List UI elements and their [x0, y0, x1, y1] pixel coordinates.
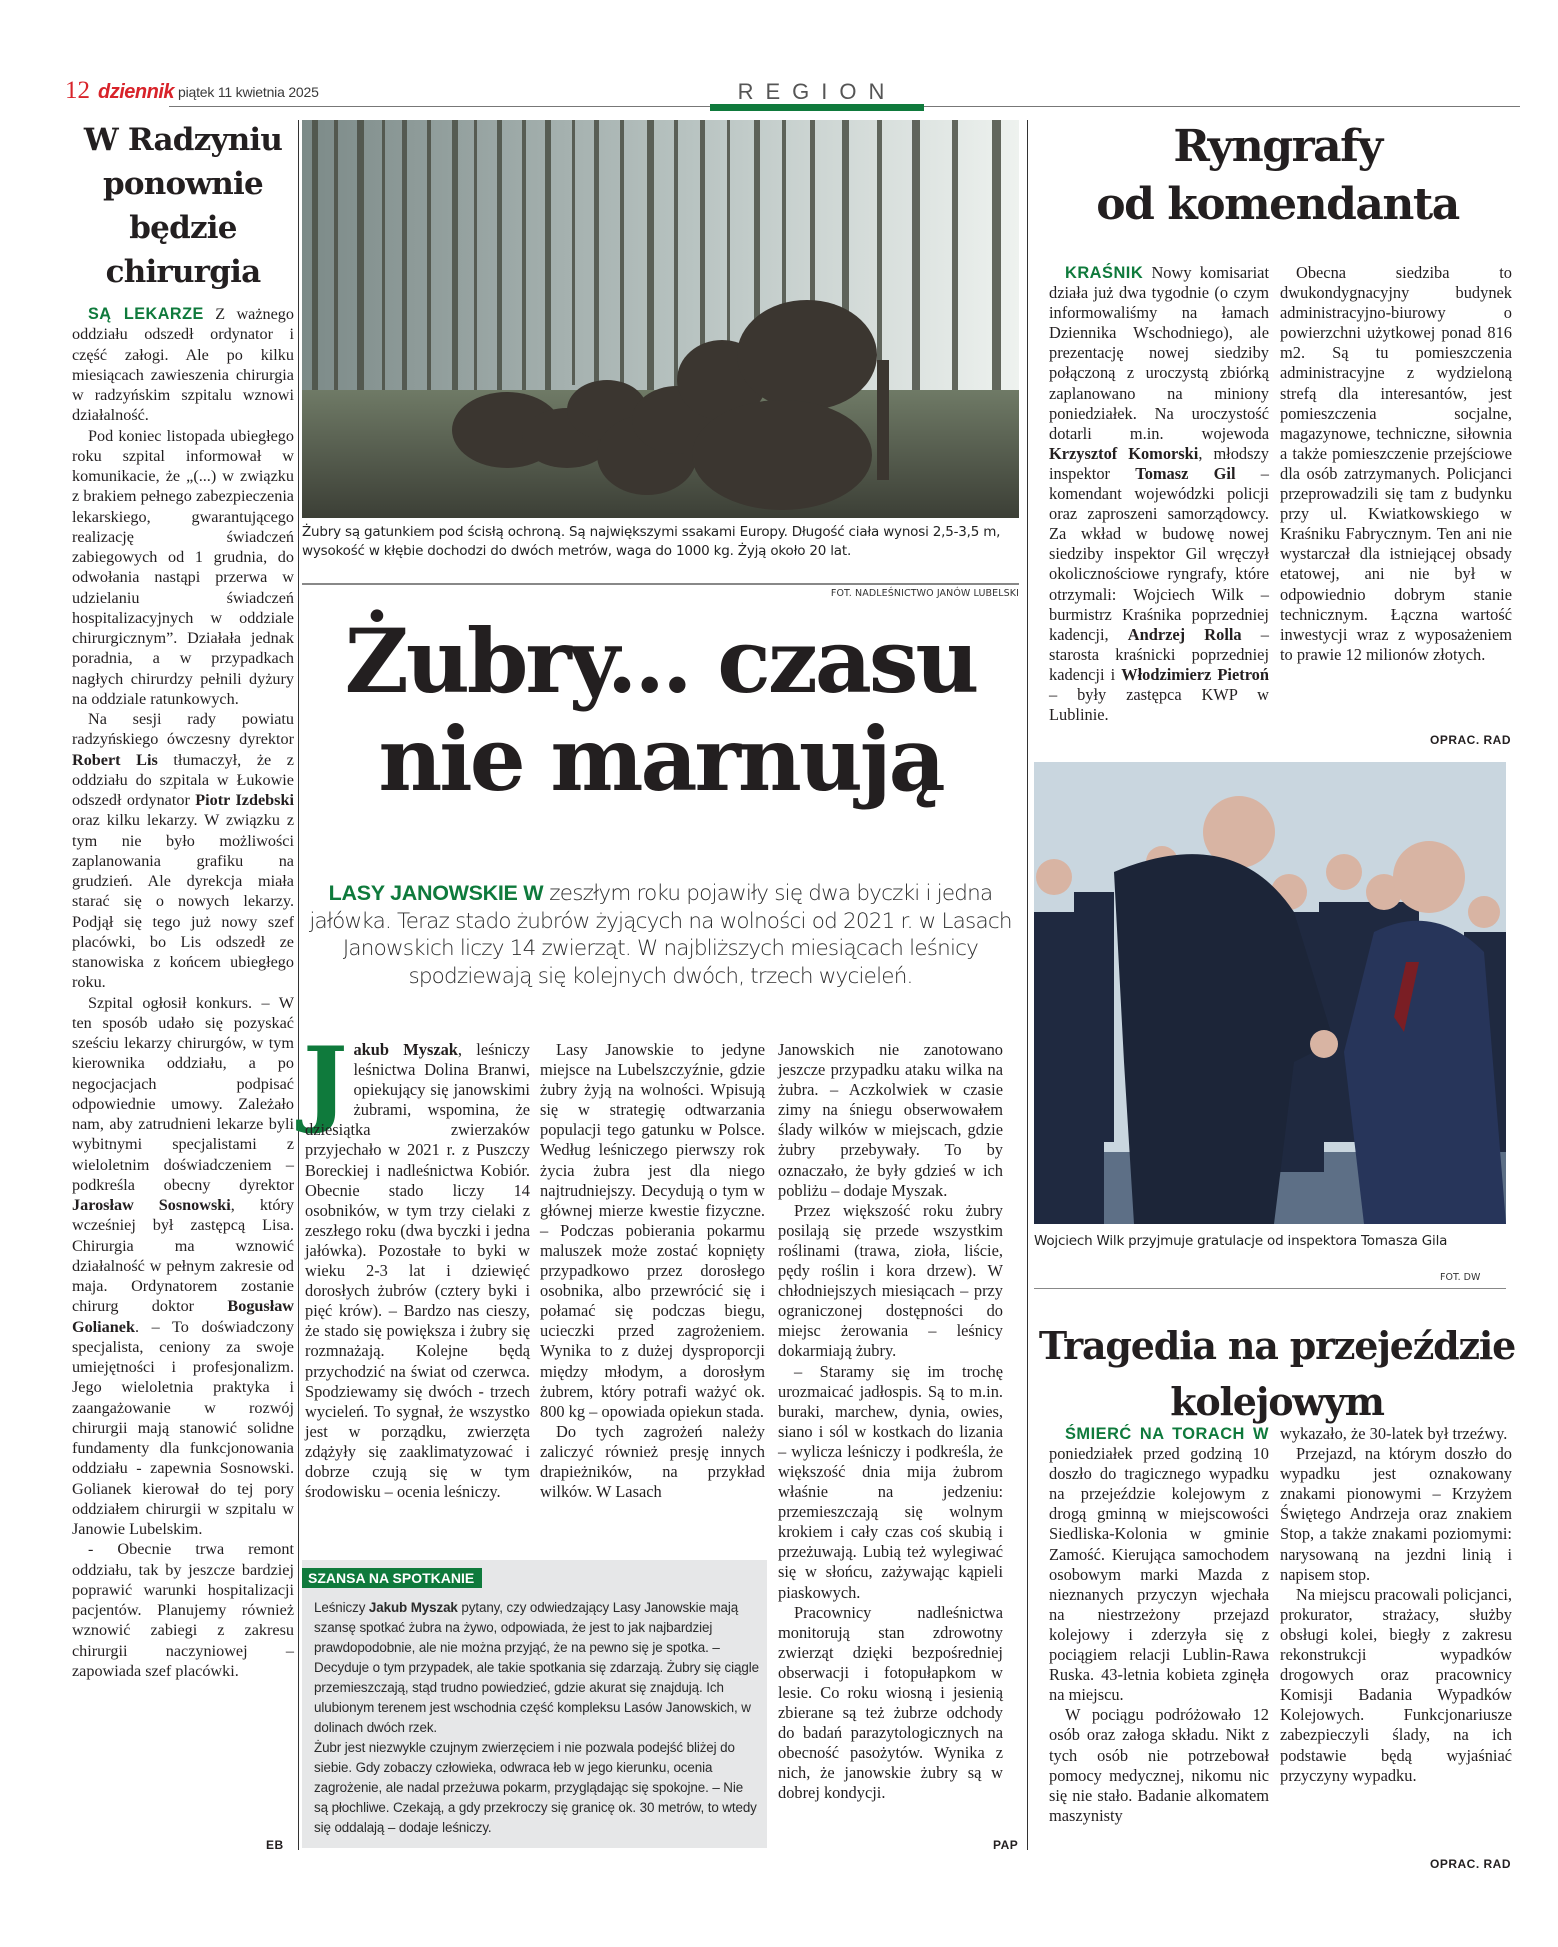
article-column-1: Jakub Myszak, leśniczy leśnictwa Dolina Branwi, opiekujący się janowskimi żubrami, wspomina, że dziesiątka zwierzaków przyjechało w 2021 r. z Puszczy Boreckiej i nadleśnictwa Kobiór. Obecnie stado liczy 14 osobników, w tym trzy cielaki z zeszłego roku (dwa byczki i jedna jałówka). Pozostałe to byki w wieku 2-3 lat i dziewięć dorosłych żubrów (cztery byki i pięć krów). – Bardzo nas cieszy, że stado się powiększa i żubry się rozmnażają. Kolejne będą przychodzić na świat od czerwca. Spodziewamy się dwóch - trzech wycieleń. To sygnał, że wszystko jest w porządku, zwierzęta zdążyły się zaaklimatyzować i dobrze czują się w tym środowisku – ocenia leśniczy.: [303, 1027, 530, 1502]
article-column-ryngrafy-2: Obecna siedziba to dwukondygnacyjny budynek administracyjno-biurowy o powierzchni użytkowej ponad 816 m2. Są tu pomieszczenia administracyjne z wydzieloną strefą dla interesantów, jest pomieszczenia socjalne, magazynowe, techniczne, siłownia a także pomieszczenie przejściowe dla osób zatrzymanych. Policjanci przeprowadzili się tam z budynku przy ul. Kwiatkowskiego w Kraśniku Fabrycznym. Ten ani nie wystarczał dla istniejącej obsady etatowej, ani nie był w odpowiednio dobrym stanie technicznym. Łączna wartość inwestycji wraz z wyposażeniem to prawie 12 milionów złotych.: [1280, 263, 1512, 664]
caption-divider: [302, 583, 1019, 585]
article-column-3: Janowskich nie zanotowano jeszcze przypadku ataku wilka na żubra. – Aczkolwiek w czasie zimy na śniegu obserwowałem ślady wilków w miejscach, gdzie żubry przebywały. To by oznaczało, że były gdzieś w ich pobliżu – dodaje Myszak. Przez większość roku żubry posilają się przede wszystkim roślinami (trawa, zioła, liście, pędy roślin i kora drzew). W chłodniejszych miesiącach – przy ograniczonej dostępności do miejsc żerowania – leśnicy dokarmiają żubry. – Staramy się im trochę urozmaicać jadłospis. Są to m.in. buraki, marchew, dynia, owies, siano i sól w kostkach do lizania – wylicza leśniczy i podkreśla, że większość dnia mija żubrom właśnie na jedzeniu: przemieszczają się wolnym krokiem i cały czas coś skubią i przeżuwają. Lubią też wylegiwać się w słońcu, zażywając kąpieli piaskowych. Pracownicy nadleśnictwa monitorują stan zdrowotny zwierząt dzięki bezpośredniej obserwacji i fotopułapkom w lesie. Co roku wiosną i jesienią zbierane są też żubrze odchody do badań parazytologicznych na obecność pasożytów. Wynika z nich, że janowskie żubry są w dobrej kondycji.: [778, 1040, 1003, 1803]
article-column-tragedy-1: ŚMIERĆ NA TORACH W poniedziałek przed godziną 10 doszło do tragicznego wypadku na przejeździe kolejowym z drogą gminną w miejscowości Siedliska-Kolonia w gminie Zamość. Kierująca samochodem osobowym marki Mazda z nieznanych przyczyn wjechała na niestrzeżony przejazd kolejowy i zderzyła się z pociągiem relacji Lublin-Rawa Ruska. 43-letnia kobieta zginęła na miejscu. W pociągu podróżowało 12 osób oraz załoga składu. Nikt z tych osób nie potrzebował pomocy medycznej, nikomu nic się nie stało. Badanie alkomatem maszynisty: [1049, 1425, 1269, 1825]
article-kicker: SĄ LEKARZE: [88, 305, 204, 323]
author-signature: EB: [266, 1838, 284, 1852]
page-header: [65, 77, 1520, 106]
column-divider: [298, 120, 299, 1850]
info-box-meeting-chance: [302, 1560, 767, 1848]
info-box-title: SZANSA NA SPOTKANIE: [302, 1568, 482, 1588]
article-body: SĄ LEKARZE Z ważnego oddziału odszedł ordynator i część załogi. Ale po kilku miesiącach zawieszenia chirurgia w radzyńskim szpitalu wznowi działalność. Pod koniec listopada ubiegłego roku szpital informował w komunikacie, że „(...) w związku z brakiem pełnego zabezpieczenia lekarskiego, gwarantującego realizację świadczeń zabiegowych od 1 grudnia, do odwołania nastąpi przerwa w udzielaniu świadczeń hospitalizacyjnych w oddziale chirurgicznym”. Działała jednak poradnia, a w przypadkach nagłych chirurdzy pełnili dyżury na oddziale ratunkowych. Na sesji rady powiatu radzyńskiego ówczesny dyrektor Robert Lis tłumaczył, że z oddziału do szpitala w Łukowie odszedł ordynator Piotr Izdebski oraz kilku lekarzy. W związku z tym nie było możliwości zaplanowania grafiku na grudzień. Ale dyrekcja miała starać się o nowych lekarzy. Podjął się tego już nowy szef placówki, bo Lis odszedł ze stanowiska z końcem ubiegłego roku. Szpital ogłosił konkurs. – W ten sposób udało się pozyskać sześciu lekarzy chirurgów, w tym kierownika oddziału, a po negocjacjach podpisać odpowiednie umowy. Zależało nam, aby zatrudnieni lekarze byli wybitnymi specjalistami z wieloletnim doświadczeniem – podkreśla obecny dyrektor Jarosław Sosnowski, który wcześniej był zastępcą Lisa. Chirurgia ma wznowić działalność w pełnym zakresie od maja. Ordynatorem zostanie chirurg doktor Bogusław Golianek. – To doświadczony specjalista, ceniony za swoje umiejętności i profesjonalizm. Jego wieloletnia praktyka i zaangażowanie w rozwój chirurgii mają stanowić solidne fundamenty dla funkcjonowania oddziału - zapewnia Sosnowski. Golianek kierował do tej pory oddziałem chirurgii w szpitalu w Janowie Lubelskim. - Obecnie trwa remont oddziału, tak by jeszcze bardziej poprawić warunki hospitalizacji pacjentów. Planujemy również wznowić zabiegi z zakresu chirurgii naczyniowej – zapowiada szef placówki.: [72, 305, 294, 1680]
article-column-tragedy-2: wykazało, że 30-latek był trzeźwy. Przejazd, na którym doszło do wypadku jest oznakowany znakami pionowymi – Krzyżem Świętego Andrzeja oraz znakiem Stop, a także znakami poziomymi: narysowaną na jezdni linią i napisem stop. Na miejscu pracowali policjanci, prokurator, strażacy, służby obsługi kolei, biegły z zakresu rekonstrukcji wypadków drogowych oraz pracownicy Komisji Badania Wypadków Kolejowych. Funkcjonariusze zabezpieczyli ślady, na ich podstawie będą wyjaśniać przyczyny wypadku.: [1280, 1424, 1512, 1785]
issue-date: piątek 11 kwietnia 2025: [178, 84, 319, 100]
photo-caption: Wojciech Wilk przyjmuje gratulacje od inspektora Tomasza Gila: [1034, 1233, 1448, 1249]
section-accent-bar: [710, 104, 924, 111]
column-divider: [1027, 120, 1028, 1850]
caption-divider: [1034, 1288, 1506, 1289]
newspaper-logo[interactable]: dziennik: [98, 81, 175, 103]
agency-signature: PAP: [993, 1838, 1019, 1852]
bison-forest-image: [302, 120, 1019, 518]
photo-credit: FOT. DW: [1440, 1272, 1481, 1283]
article-headline-tragedy: Tragedia na przejeździe kolejowym: [1038, 1323, 1516, 1424]
main-lead-paragraph: LASY JANOWSKIE W zeszłym roku pojawiły się dwa byczki i jedna jałówka. Teraz stado żubrów żyjących na wolności od 2021 r. w Lasach Janowskich liczy 14 zwierząt. W najbliższych miesiącach leśnicy spodziewają się kolejnych dwóch, trzech wycieleń.: [309, 881, 1012, 989]
author-signature: OPRAC. RAD: [1430, 733, 1512, 747]
handshake-image: [1034, 762, 1506, 1224]
article-column-2: Lasy Janowskie to jedyne miejsce na Lubelszczyźnie, gdzie żubry żyją na wolności. Wpisują się w strategię odtwarzania populacji tego gatunku w Polsce. Według leśniczego pierwszy rok życia żubra jest dla niego najtrudniejszy. Decydują o tym w głównej mierze kwestie fizyczne. – Podczas pobierania pokarmu maluszek może zostać kopnięty przypadkowo przez dorosłego osobnika, albo przewrócić się i połamać się podczas biegu, ucieczki przed zagrożeniem. Wynika to z dużej dysproporcji między młodym, a dorosłym żubrem, który potrafi ważyć ok. 800 kg – opowiada opiekun stada. Do tych zagrożeń należy zaliczyć również presję innych drapieżników, na przykład wilków. W Lasach: [540, 1040, 765, 1502]
article-headline: W Radzyniu ponownie będzie chirurgia: [83, 122, 283, 290]
section-name: REGION: [737, 79, 897, 104]
photo-caption: Żubry są gatunkiem pod ścisłą ochroną. Są największymi ssakami Europy. Długość ciała wynosi 2,5-3,5 m, wysokość w kłębie dochodzi do dwóch metrów, waga do 1000 kg. Żyją około 20 lat.: [302, 524, 1001, 559]
info-box-body: Leśniczy Jakub Myszak pytany, czy odwiedzający Lasy Janowskie mają szansę spotkać żubra na żywo, odpowiada, że jest to jak najbardziej prawdopodobnie, ale nie można przyjąć, że na pewno się je spotka. – Decyduje o tym przypadek, ale takie spotkania się zdarzają. Żubry się ciągle przemieszczają, stąd trudno powiedzieć, gdzie akurat się znajdują. Ich ulubionym terenem jest wschodnia część kompleksu Lasów Janowskich, w dolinach dwóch rzek. Żubr jest niezwykle czujnym zwierzęciem i nie pozwala podejść bliżej do siebie. Gdy zobaczy człowieka, odwraca łeb w jego kierunku, ocenia zagrożenie, ale nadal przeżuwa pokarm, przyglądając się spokojne. – Nie są płochliwe. Czekają, a gdy przekroczy się granicę ok. 30 metrów, to wtedy się oddalają – dodaje leśniczy.: [314, 1600, 759, 1835]
author-signature: OPRAC. RAD: [1430, 1857, 1512, 1871]
drop-cap: J: [303, 1027, 348, 1137]
article-radzyn-surgery: [72, 118, 294, 1681]
police-ceremony-photo[interactable]: [1034, 762, 1506, 1224]
photo-credit: FOT. NADLEŚNICTWO JANÓW LUBELSKI: [830, 588, 1019, 599]
article-column-ryngrafy-1: KRAŚNIK Nowy komisariat działa już dwa tygodnie (o czym informowaliśmy na łamach Dziennika Wschodniego), ale prezentację nowej siedziby połączoną z uroczystą zbiórką zaplanowano na miniony poniedziałek. Na uroczystość dotarli m.in. wojewoda Krzysztof Komorski, młodszy inspektor Tomasz Gil – komendant wojewódzki policji oraz zaproszeni samorządowcy. Za wkład w budowę nowej siedziby inspektor Gil wręczył okolicznościowe ryngrafy, które otrzymali: Wojciech Wilk – burmistrz Kraśnika poprzedniej kadencji, Andrzej Rolla – starosta kraśnicki poprzedniej kadencji i Włodzimierz Pietroń – były zastępca KWP w Lublinie.: [1049, 263, 1269, 725]
article-headline-ryngrafy: Ryngrafy od komendanta: [1096, 121, 1459, 230]
main-headline: Żubry... czasu nie marnują: [344, 609, 977, 811]
bison-herd-photo[interactable]: [302, 120, 1019, 518]
page-number: 12: [65, 77, 90, 104]
article-kicker: LASY JANOWSKIE W: [328, 881, 544, 905]
